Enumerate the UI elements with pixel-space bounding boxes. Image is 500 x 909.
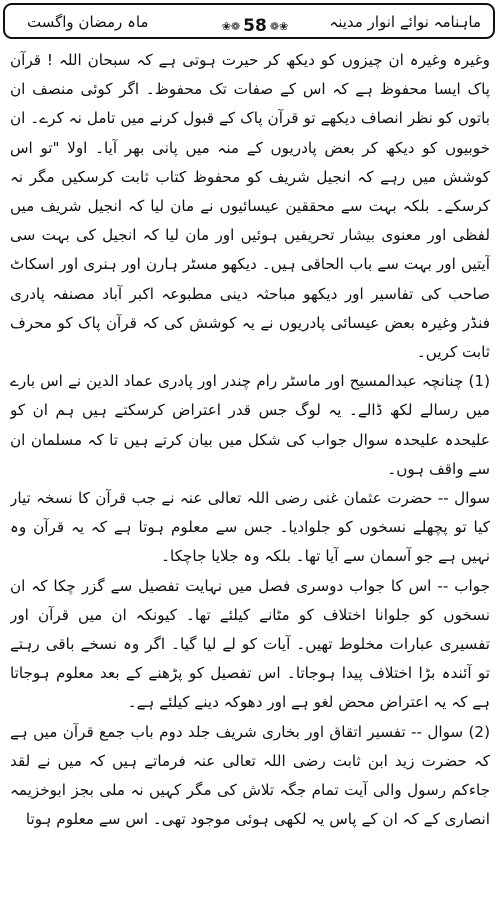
page-number: 58	[243, 16, 267, 36]
paragraph-1: وغیرہ وغیرہ ان چیزوں کو دیکھ کر حیرت ہوتی ہے کہ سبحان اللہ ! قرآن پاک ایسا محفوظ ہے کہ اس کے صفات تک محفوظ۔ اگر کوئی منصف ان باتوں کو نظر انصاف دیکھے تو قرآن پاک کے قبول کرنے میں تامل نہ کرے۔ ان خوبیوں کو دیکھ کر بعض پادریوں کے منہ میں پانی بھر آیا۔ اولا "تو اس کوشش میں رہے کہ انجیل شریف کو محفوظ کتاب ثابت کرسکیں مگر نہ کرسکے۔ بلکہ بہت سے محققین عیسائیوں نے مان لیا کہ انجیل شریف میں لفظی اور معنوی بیشار تحریفیں ہوئیں اور مان لیا کہ انجیل کی بہت سی آیتیں اور بہت سے باب الحاقی ہیں۔ دیکھو مسٹر ہارن اور ہنری اور اسکاٹ صاحب کی تفاسیر اور دیکھو مباحثہ دینی مطبوعہ اکبر آباد مصنفہ پادری فنڈر وغیرہ بعض عیسائی پادریوں نے یہ کوشش کی کہ قرآن پاک کو محرف ثابت کریں۔	[10, 51, 490, 362]
ornament-left-icon: ❁❀	[269, 19, 289, 33]
issue-month: ماہ رمضان واگست	[27, 13, 149, 31]
magazine-title: ماہنامہ نوائے انوار مدینہ	[329, 13, 481, 31]
article-body	[10, 46, 490, 906]
page-number-ornament	[217, 15, 293, 37]
paragraph-2: (1) چنانچہ عبدالمسیح اور ماسٹر رام چندر اور پادری عماد الدین نے اس بارے میں رسالے لکھ ڈالے۔ یہ لوگ جس قدر اعتراض کرسکتے ہیں ہم ان کو علیحدہ علیحدہ سوال جواب کی شکل میں بیان کرتے ہیں تا کہ مسلمان ان سے واقف ہوں۔	[10, 372, 490, 478]
paragraph-4: جواب -- اس کا جواب دوسری فصل میں نہایت تفصیل سے گزر چکا کہ ان نسخوں کو جلوانا اختلاف کو مٹانے کیلئے تھا۔ کیونکہ ان میں قرآن اور تفسیری عبارات مخلوط تھیں۔ آیات کو لے لیا گیا۔ اگر وہ نسخے باقی رہتے تو آئندہ بڑا اختلاف پیدا ہوجاتا۔ اس تفصیل کو پڑھنے کے بعد معلوم ہوجاتا ہے کہ یہ اعتراض محض لغو ہے اور دھوکہ دینے کیلئے ہے۔	[10, 576, 490, 712]
paragraph-5: (2) سوال -- تفسیر اتقاق اور بخاری شریف جلد دوم باب جمع قرآن میں ہے کہ حضرت زید ابن ثابت رضی اللہ تعالی عنہ فرماتے ہیں کہ میں نے لقد جاءکم رسول والی آیت تمام جگہ تلاش کی مگر کہیں نہ ملی بجز ابوخزیمہ انصاری کے کہ ان کے پاس یہ لکھی ہوئی موجود تھی۔ اس سے معلوم ہوتا	[10, 722, 490, 829]
paragraph-3: سوال -- حضرت عثمان غنی رضی اللہ تعالی عنہ نے جب قرآن کا نسخہ تیار کیا تو پچھلے نسخوں کو جلوادیا۔ جس سے معلوم ہوتا ہے کہ یہ قرآن وہ نہیں ہے جو آسمان سے آیا تھا۔ بلکہ وہ جلایا جاچکا۔	[10, 489, 490, 566]
header-frame	[3, 3, 495, 39]
ornament-right-icon: ❀❁	[221, 19, 241, 33]
